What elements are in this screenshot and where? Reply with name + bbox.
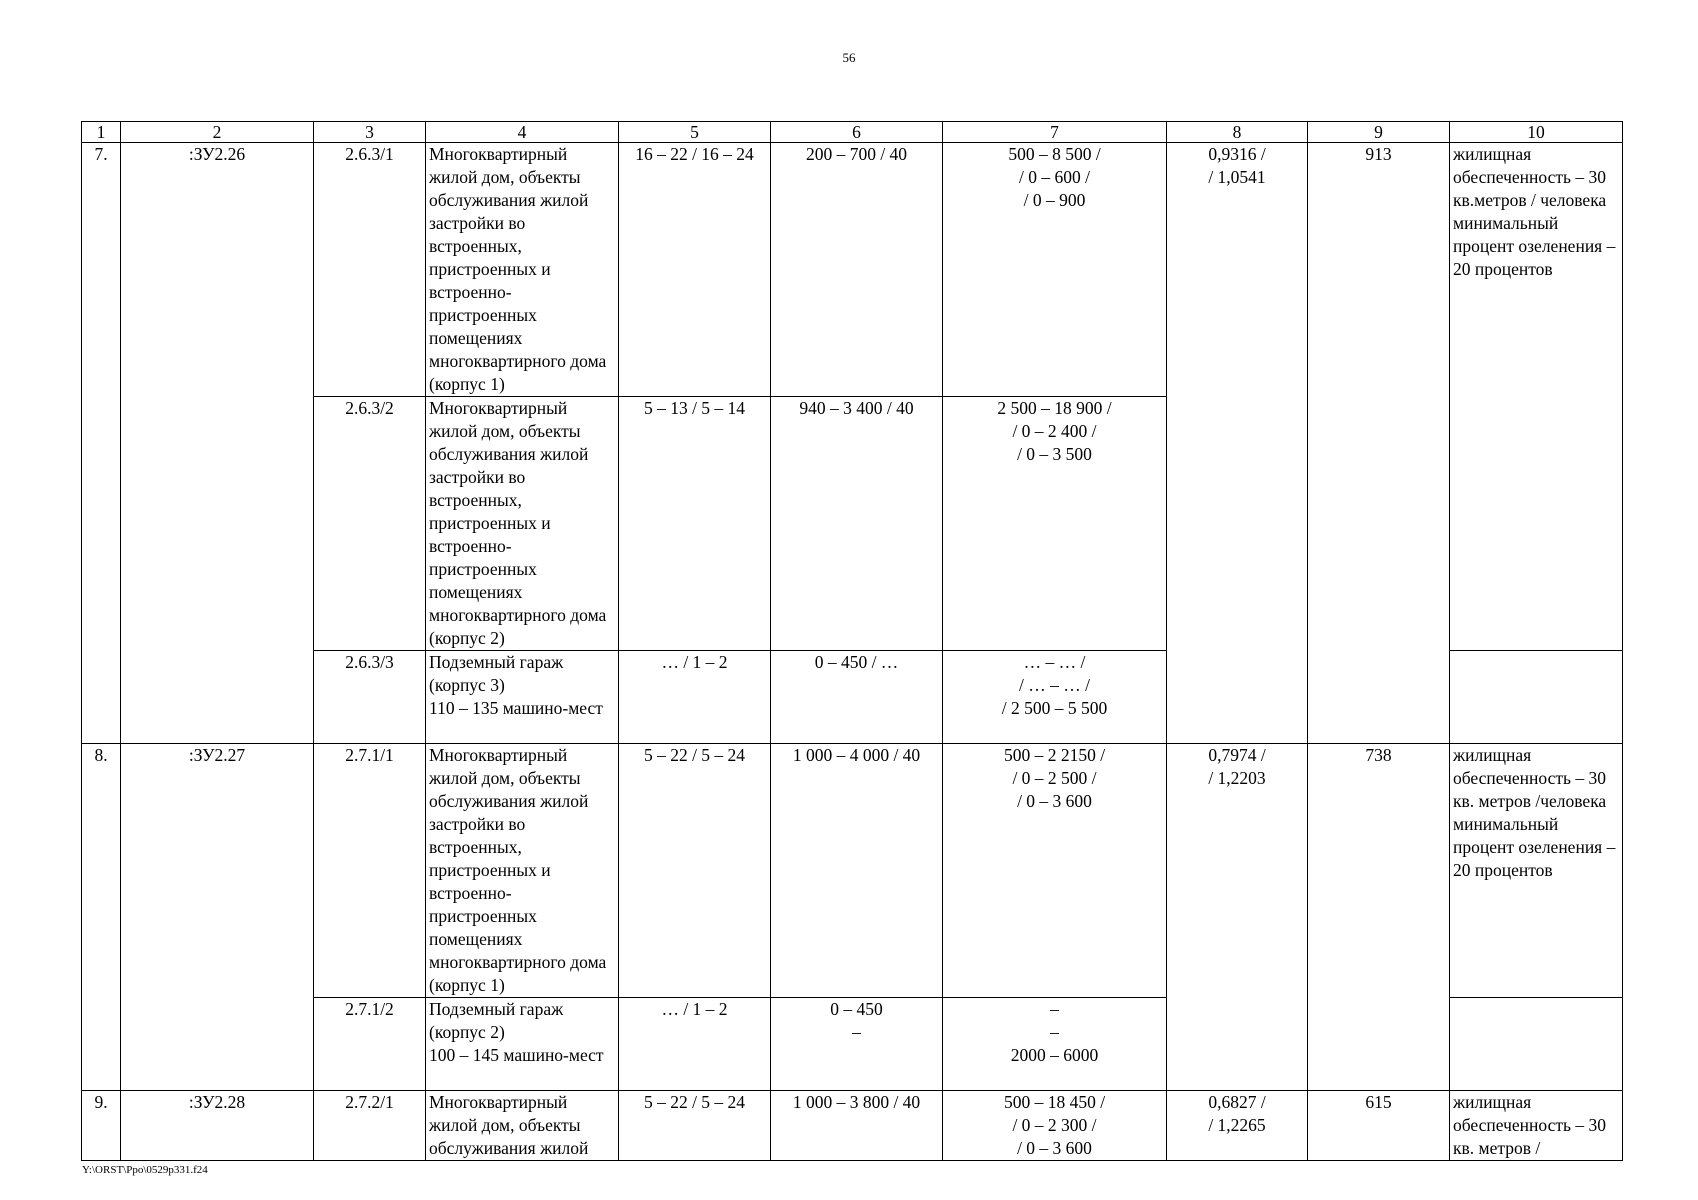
notes: жилищная обеспеченность – 30 кв.метров / человека минимальный процент озеленения – 20 процентов (1450, 143, 1623, 651)
object-description: Подземный гараж (корпус 2) 100 – 145 машино-мест (426, 998, 619, 1091)
object-code: 2.6.3/3 (314, 651, 426, 744)
col6-value: 940 – 3 400 / 40 (771, 397, 943, 651)
floors-value: … / 1 – 2 (619, 998, 771, 1091)
row-number: 9. (82, 1091, 121, 1161)
parcel-id: :ЗУ2.27 (121, 744, 314, 1091)
area-value: 2 500 – 18 900 / / 0 – 2 400 / / 0 – 3 500 (943, 397, 1167, 651)
floors-value: 5 – 22 / 5 – 24 (619, 744, 771, 998)
col6-value: 0 – 450 / … (771, 651, 943, 744)
row-number: 8. (82, 744, 121, 1091)
area-value: 500 – 8 500 / / 0 – 600 / / 0 – 900 (943, 143, 1167, 397)
col9-value: 615 (1308, 1091, 1450, 1161)
area-value: – – 2000 – 6000 (943, 998, 1167, 1091)
header-cell: 9 (1308, 122, 1450, 143)
object-description: Многоквартирный жилой дом, объекты обслуживания жилой застройки во встроенных, пристроенных и встроенно-пристроенных помещениях многоквартирного дома (корпус 1) (426, 744, 619, 998)
col9-value: 913 (1308, 143, 1450, 744)
object-code: 2.6.3/2 (314, 397, 426, 651)
object-code: 2.7.2/1 (314, 1091, 426, 1161)
area-value: … – … / / … – … / / 2 500 – 5 500 (943, 651, 1167, 744)
header-cell: 5 (619, 122, 771, 143)
floors-value: 5 – 22 / 5 – 24 (619, 1091, 771, 1161)
row-number: 7. (82, 143, 121, 744)
floors-value: … / 1 – 2 (619, 651, 771, 744)
header-cell: 10 (1450, 122, 1623, 143)
notes: жилищная обеспеченность – 30 кв. метров / (1450, 1091, 1623, 1161)
col6-value: 1 000 – 4 000 / 40 (771, 744, 943, 998)
col9-value: 738 (1308, 744, 1450, 1091)
area-value: 500 – 2 2150 / / 0 – 2 500 / / 0 – 3 600 (943, 744, 1167, 998)
col6-value: 200 – 700 / 40 (771, 143, 943, 397)
page-number: 56 (842, 50, 856, 65)
object-description: Многоквартирный жилой дом, объекты обслуживания жилой застройки во встроенных, пристроенных и встроенно-пристроенных помещениях многоквартирного дома (корпус 1) (426, 143, 619, 397)
object-code: 2.6.3/1 (314, 143, 426, 397)
empty-cell (1450, 651, 1623, 744)
object-code: 2.7.1/2 (314, 998, 426, 1091)
header-cell: 8 (1167, 122, 1308, 143)
empty-cell (1450, 998, 1623, 1091)
object-description: Многоквартирный жилой дом, объекты обслуживания жилой застройки во встроенных, пристроенных и встроенно-пристроенных помещениях многоквартирного дома (корпус 2) (426, 397, 619, 651)
header-cell: 4 (426, 122, 619, 143)
floors-value: 16 – 22 / 16 – 24 (619, 143, 771, 397)
object-description: Подземный гараж (корпус 3) 110 – 135 машино-мест (426, 651, 619, 744)
header-cell: 1 (82, 122, 121, 143)
table-row (82, 143, 1623, 397)
table-row (82, 1091, 1623, 1161)
column-number-header-row (82, 122, 1623, 143)
col6-value: 0 – 450 – (771, 998, 943, 1091)
area-value: 500 – 18 450 / / 0 – 2 300 / / 0 – 3 600 (943, 1091, 1167, 1161)
floors-value: 5 – 13 / 5 – 14 (619, 397, 771, 651)
col8-value: 0,7974 / / 1,2203 (1167, 744, 1308, 1091)
header-cell: 6 (771, 122, 943, 143)
parcel-id: :ЗУ2.28 (121, 1091, 314, 1161)
col8-value: 0,9316 / / 1,0541 (1167, 143, 1308, 744)
notes: жилищная обеспеченность – 30 кв. метров /человека минимальный процент озеленения – 20 процентов (1450, 744, 1623, 998)
col8-value: 0,6827 / / 1,2265 (1167, 1091, 1308, 1161)
land-parcels-table (81, 121, 1623, 1161)
header-cell: 7 (943, 122, 1167, 143)
table-row (82, 744, 1623, 998)
parcel-id: :ЗУ2.26 (121, 143, 314, 744)
header-cell: 3 (314, 122, 426, 143)
file-path-footer: Y:\ORST\Ppo\0529p331.f24 (82, 1164, 208, 1176)
object-description: Многоквартирный жилой дом, объекты обслуживания жилой (426, 1091, 619, 1161)
col6-value: 1 000 – 3 800 / 40 (771, 1091, 943, 1161)
header-cell: 2 (121, 122, 314, 143)
object-code: 2.7.1/1 (314, 744, 426, 998)
